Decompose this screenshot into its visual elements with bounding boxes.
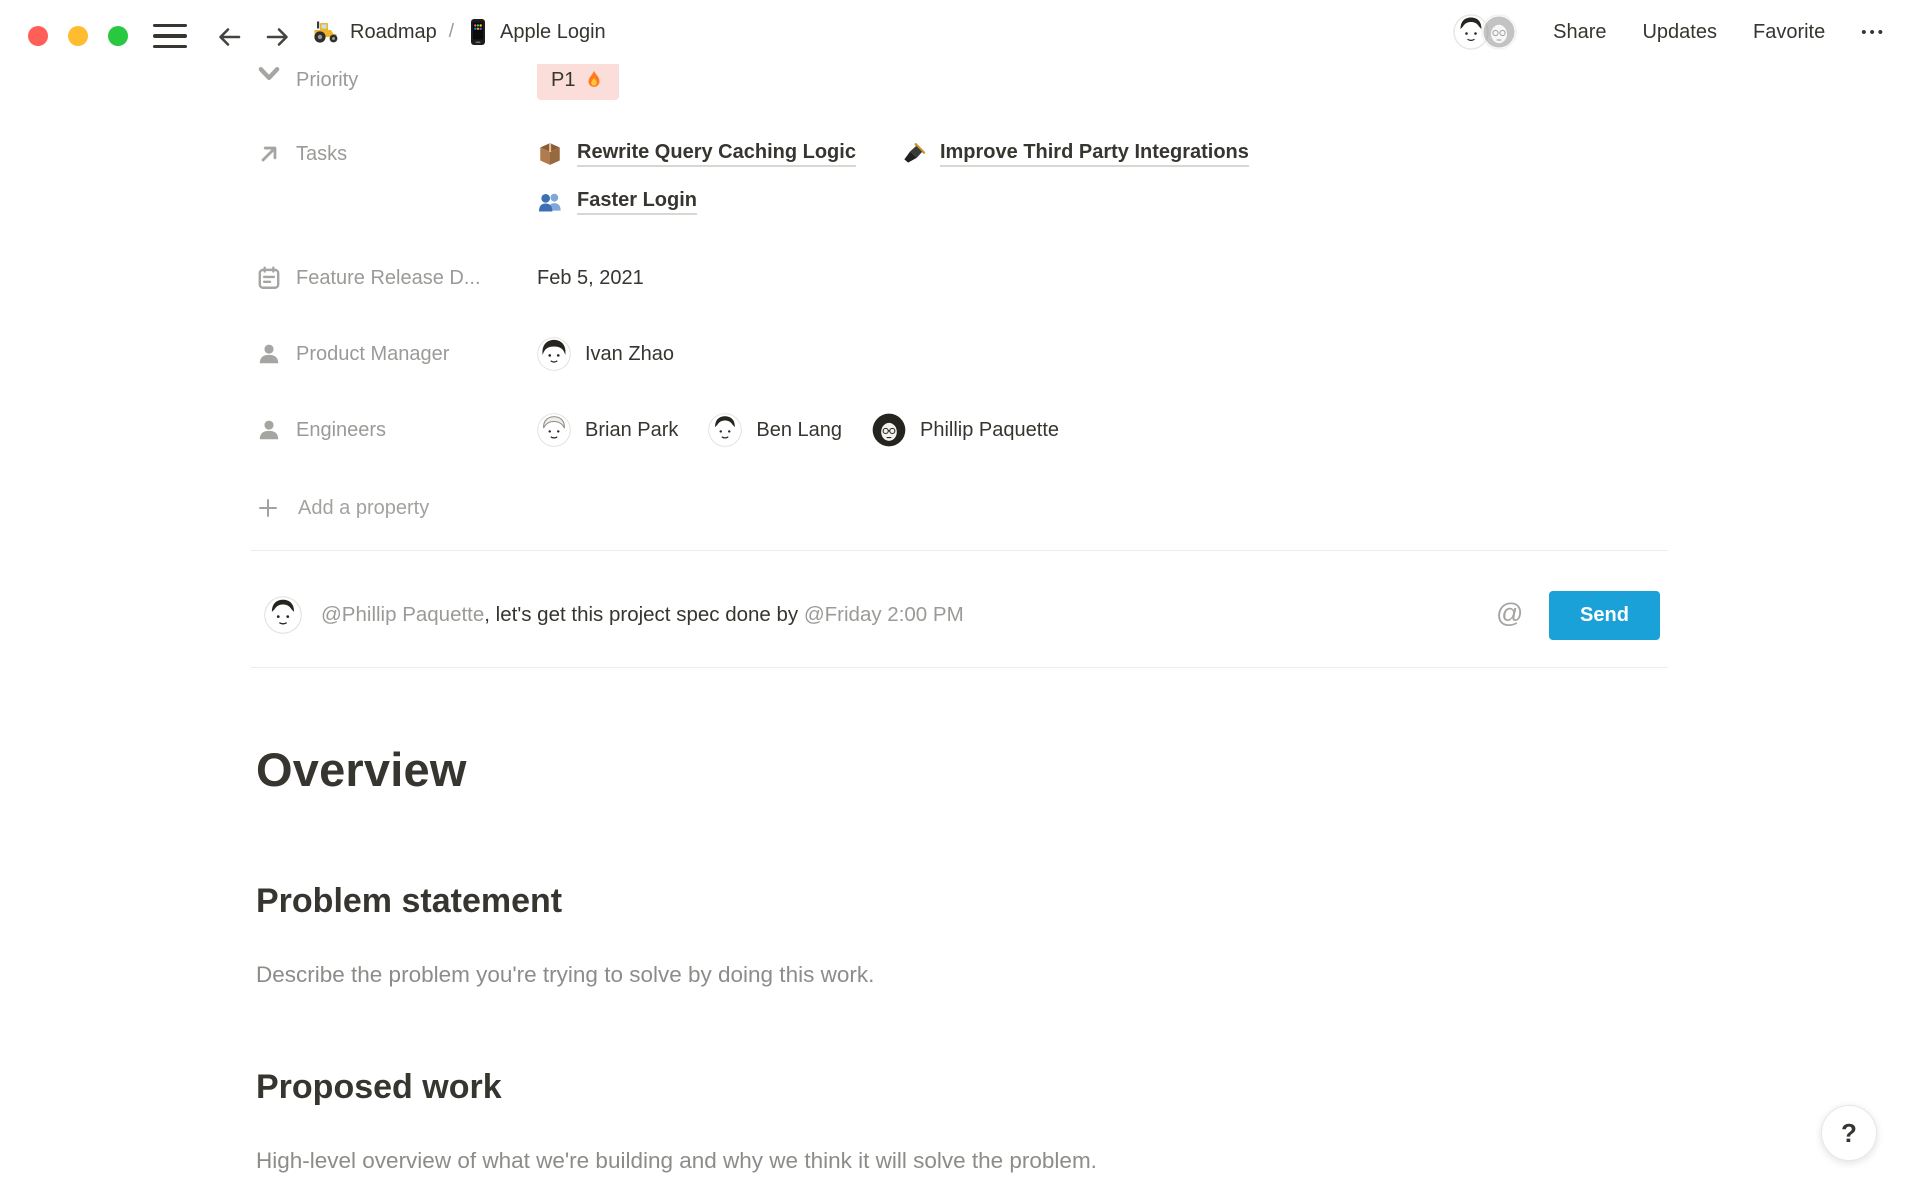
task-link-label: Rewrite Query Caching Logic [577, 141, 856, 167]
viewer-avatar-2 [1481, 14, 1517, 50]
person-name: Ben Lang [756, 418, 843, 441]
add-property-button[interactable] [256, 476, 429, 540]
breadcrumb-page-label: Apple Login [500, 20, 606, 43]
tractor-emoji [312, 19, 340, 45]
person-name: Phillip Paquette [920, 418, 1059, 441]
busts-emoji [537, 189, 563, 215]
ivan-avatar [537, 337, 571, 371]
breadcrumb-separator: / [448, 21, 454, 42]
fire-emoji [583, 69, 605, 91]
person-ben-lang[interactable] [708, 413, 842, 447]
person-brian-park[interactable] [537, 413, 678, 447]
select-caret-icon [256, 74, 296, 86]
breadcrumb-roadmap[interactable] [312, 19, 437, 45]
property-label-priority[interactable]: Priority [296, 68, 359, 91]
package-emoji [537, 141, 563, 167]
more-options-icon[interactable]: ••• [1861, 23, 1886, 41]
iphone-emoji [466, 18, 490, 46]
engineers-value [537, 413, 1059, 447]
window-controls [28, 26, 128, 46]
property-row-release-date [256, 246, 644, 310]
person-phillip-paquette[interactable] [872, 413, 1059, 447]
property-label-product-manager[interactable]: Product Manager [296, 342, 450, 365]
release-date-value[interactable]: Feb 5, 2021 [537, 266, 644, 289]
task-link-label: Faster Login [577, 189, 697, 215]
ben-avatar [708, 413, 742, 447]
calendar-icon [256, 265, 296, 291]
viewer-avatars[interactable] [1453, 14, 1517, 50]
add-property-label: Add a property [298, 496, 430, 519]
zoom-window-button[interactable] [108, 26, 128, 46]
brian-avatar [537, 413, 571, 447]
person-icon [256, 341, 296, 367]
help-button[interactable]: ? [1821, 1105, 1877, 1161]
person-ivan-zhao[interactable] [537, 337, 674, 371]
phillip-avatar [872, 413, 906, 447]
property-label-release-date[interactable]: Feature Release D... [296, 266, 481, 289]
person-name: Brian Park [585, 418, 679, 441]
task-link-third-party-integrations[interactable] [900, 141, 1249, 167]
mention-person[interactable]: @Phillip Paquette [321, 603, 485, 626]
toolbar [0, 0, 1920, 64]
breadcrumb-root-label: Roadmap [350, 20, 437, 43]
task-link-label: Improve Third Party Integrations [940, 141, 1249, 167]
priority-tag[interactable] [537, 61, 619, 100]
property-label-tasks[interactable]: Tasks [296, 143, 348, 165]
send-button[interactable]: Send [1549, 591, 1660, 640]
at-mention-icon[interactable]: @ [1496, 598, 1524, 628]
share-button[interactable]: Share [1553, 20, 1607, 43]
priority-value [537, 61, 619, 100]
property-row-engineers [256, 398, 1059, 462]
paragraph-problem-statement[interactable]: Describe the problem you're trying to solve by doing this work. [256, 962, 875, 987]
heading-problem-statement[interactable]: Problem statement [256, 882, 563, 920]
task-link-rewrite-query-caching[interactable] [537, 141, 856, 167]
back-arrow-icon[interactable] [212, 20, 246, 54]
close-window-button[interactable] [28, 26, 48, 46]
breadcrumb [312, 0, 606, 64]
breadcrumb-apple-login[interactable] [466, 18, 606, 46]
property-row-tasks [256, 130, 1249, 226]
property-label-engineers[interactable]: Engineers [296, 418, 387, 441]
person-name: Ivan Zhao [585, 342, 674, 365]
toolbar-actions [1453, 0, 1886, 64]
divider [251, 667, 1668, 668]
heading-proposed-work[interactable]: Proposed work [256, 1068, 502, 1106]
sidebar-menu-icon[interactable] [153, 24, 187, 48]
priority-tag-label: P1 [551, 68, 576, 91]
commenter-avatar [264, 596, 302, 634]
comment-input[interactable] [321, 602, 964, 628]
minimize-window-button[interactable] [68, 26, 88, 46]
forward-arrow-icon[interactable] [261, 20, 295, 54]
arrow-up-right-icon [256, 130, 296, 178]
updates-button[interactable]: Updates [1642, 20, 1717, 43]
person-icon [256, 417, 296, 443]
product-manager-value [537, 337, 674, 371]
tasks-values [537, 130, 1249, 226]
divider [251, 550, 1668, 551]
property-row-product-manager [256, 322, 674, 386]
comment-body-text: , let's get this project spec done by [484, 603, 804, 626]
task-link-faster-login[interactable] [537, 189, 697, 215]
plus-icon [256, 496, 280, 520]
favorite-button[interactable]: Favorite [1752, 20, 1826, 43]
plug-emoji [900, 141, 926, 167]
page-section-title[interactable]: Overview [256, 743, 467, 796]
mention-date[interactable]: @Friday 2:00 PM [803, 603, 964, 626]
paragraph-proposed-work[interactable]: High-level overview of what we're building and why we think it will solve the problem. [256, 1148, 1097, 1173]
